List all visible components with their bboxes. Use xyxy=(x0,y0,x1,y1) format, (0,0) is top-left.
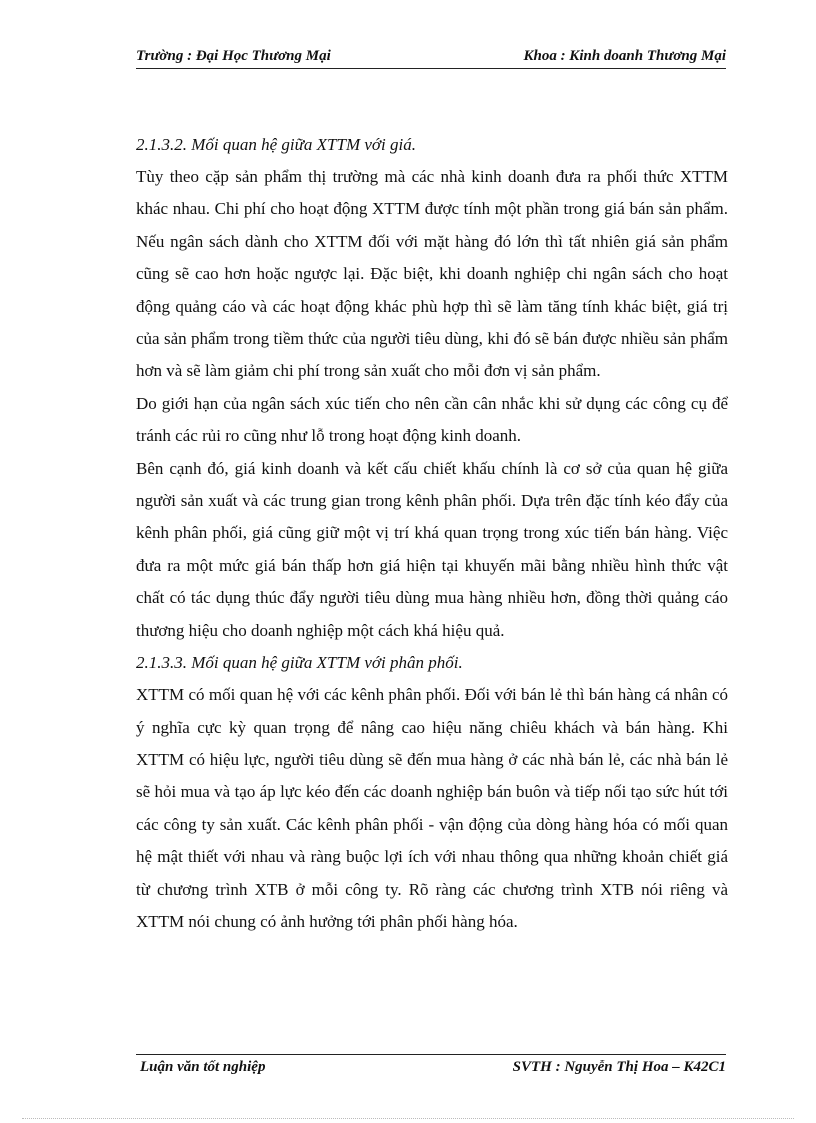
header-school: Trường : Đại Học Thương Mại xyxy=(136,48,331,64)
header-faculty: Khoa : Kinh doanh Thương Mại xyxy=(523,48,726,64)
paragraph: Tùy theo cặp sản phẩm thị trường mà các nhà kinh doanh đưa ra phối thức XTTM khác nhau. Chi phí cho hoạt động XTTM được tính một phần trong giá bán sản phẩm. Nếu ngân sách dành cho XTTM đối với mặt hàng đó lớn thì tất nhiên giá sản phẩm cũng sẽ cao hơn hoặc ngược lại. Đặc biệt, khi doanh nghiệp chi ngân sách cho hoạt động quảng cáo và các hoạt động khác phù hợp thì sẽ làm tăng tính khác biệt, giá trị của sản phẩm trong tiềm thức của người tiêu dùng, khi đó sẽ bán được nhiều sản phẩm hơn và sẽ làm giảm chi phí trong sản xuất cho mỗi đơn vị sản phẩm. xyxy=(136,167,728,381)
header-divider xyxy=(136,68,726,69)
footer-thesis-label: Luận văn tốt nghiệp xyxy=(140,1059,266,1075)
footer-divider xyxy=(136,1054,726,1055)
page-bottom-border xyxy=(22,1118,794,1119)
page-body xyxy=(136,129,728,938)
page-footer xyxy=(140,1059,726,1079)
paragraph: Bên cạnh đó, giá kinh doanh và kết cấu chiết khấu chính là cơ sở của quan hệ giữa người sản xuất và các trung gian trong kênh phân phối. Dựa trên đặc tính kéo đẩy của kênh phân phối, giá cũng giữ một vị trí khá quan trọng trong xúc tiến bán hàng. Việc đưa ra một mức giá bán thấp hơn giá hiện tại khuyến mãi bằng nhiều hình thức vật chất có tác dụng thúc đẩy người tiêu dùng mua hàng nhiều hơn, đồng thời quảng cáo thương hiệu cho doanh nghiệp một cách khá hiệu quả. xyxy=(136,458,728,640)
section-heading-price: 2.1.3.2. Mối quan hệ giữa XTTM với giá. xyxy=(136,135,416,154)
page-header xyxy=(136,48,726,68)
paragraph: XTTM có mối quan hệ với các kênh phân phối. Đối với bán lẻ thì bán hàng cá nhân có ý nghĩa cực kỳ quan trọng để nâng cao hiệu năng chiêu khách và bán hàng. Khi XTTM có hiệu lực, người tiêu dùng sẽ đến mua hàng ở các nhà bán lẻ, các nhà bán lẻ sẽ hỏi mua và tạo áp lực kéo đến các doanh nghiệp bán buôn và tiếp nối tạo sức hút tới các công ty sản xuất. Các kênh phân phối - vận động của dòng hàng hóa có mối quan hệ mật thiết với nhau và ràng buộc lợi ích với nhau thông qua những khoản chiết giá từ chương trình XTB ở mỗi công ty. Rõ ràng các chương trình XTB nói riêng và XTTM nói chung có ảnh hưởng tới phân phối hàng hóa. xyxy=(136,685,728,931)
paragraph: Do giới hạn của ngân sách xúc tiến cho nên cần cân nhắc khi sử dụng các công cụ để tránh các rủi ro cũng như lỗ trong hoạt động kinh doanh. xyxy=(136,393,728,446)
section-heading-distribution: 2.1.3.3. Mối quan hệ giữa XTTM với phân phối. xyxy=(136,653,463,673)
footer-student-info: SVTH : Nguyễn Thị Hoa – K42C1 xyxy=(512,1059,726,1075)
